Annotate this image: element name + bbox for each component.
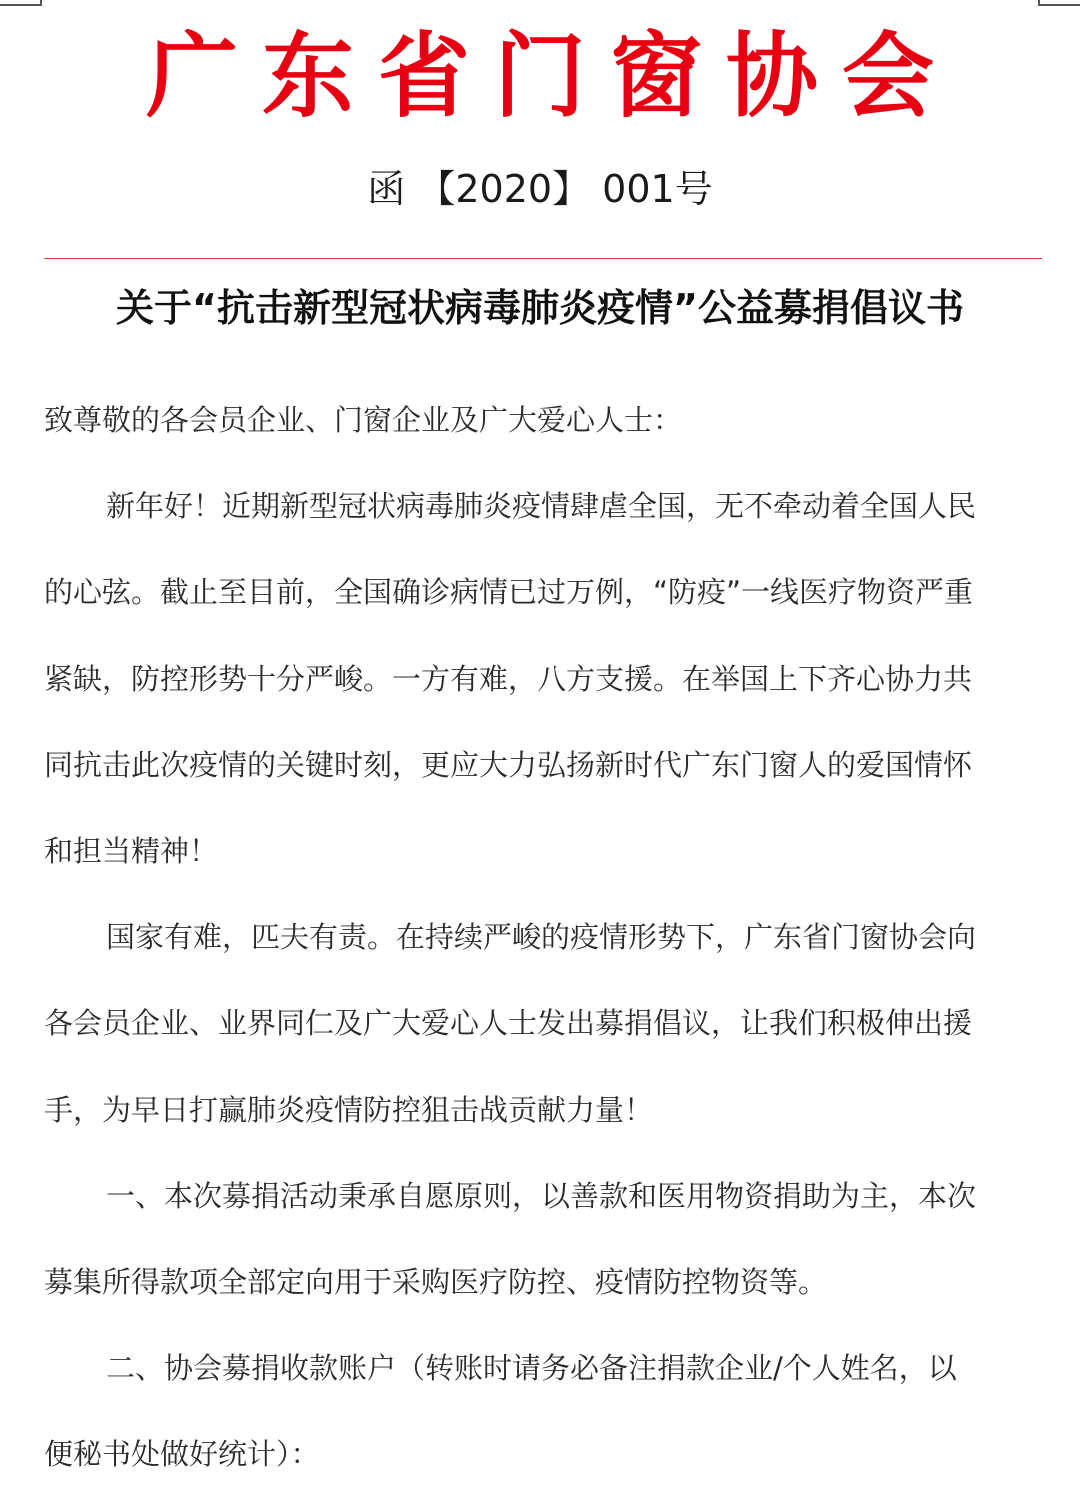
letterhead-org-name: 广东省门窗协会: [145, 23, 958, 130]
page-corner-mark-left: [0, 0, 42, 6]
page-corner-mark-right: [1038, 0, 1080, 6]
document-number: 函 【2020】 001号: [367, 167, 713, 211]
salutation: 致尊敬的各会员企业、门窗企业及广大爱心人士：: [44, 403, 683, 437]
document-title: 关于“抗击新型冠状病毒肺炎疫情”公益募捐倡议书: [116, 286, 964, 330]
paragraph-appeal: 国家有难，匹夫有责。在持续严峻的疫情形势下，广东省门窗协会向各会员企业、业界同仁及广大爱心人士发出募捐倡议，让我们积极伸出援手，为早日打赢肺炎疫情防控狙击战贡献力量！: [44, 920, 977, 1127]
paragraph-greeting: 新年好！近期新型冠状病毒肺炎疫情肆虐全国，无不牵动着全国人民的心弦。截止至目前，全国确诊病情已过万例，“防疫”一线医疗物资严重紧缺，防控形势十分严峻。一方有难，八方支援。在举国上下齐心协力共同抗击此次疫情的关键时刻，更应大力弘扬新时代广东门窗人的爱国情怀和担当精神！: [44, 489, 977, 869]
paragraph-item-one: 一、本次募捐活动秉承自愿原则，以善款和医用物资捐助为主，本次募集所得款项全部定向用于采购医疗防控、疫情防控物资等。: [44, 1178, 977, 1300]
letterhead-divider: [44, 258, 1042, 259]
document-body: [44, 377, 984, 1498]
paragraph-item-two: 二、协会募捐收款账户（转账时请务必备注捐款企业/个人姓名，以便秘书处做好统计）：: [44, 1351, 957, 1472]
